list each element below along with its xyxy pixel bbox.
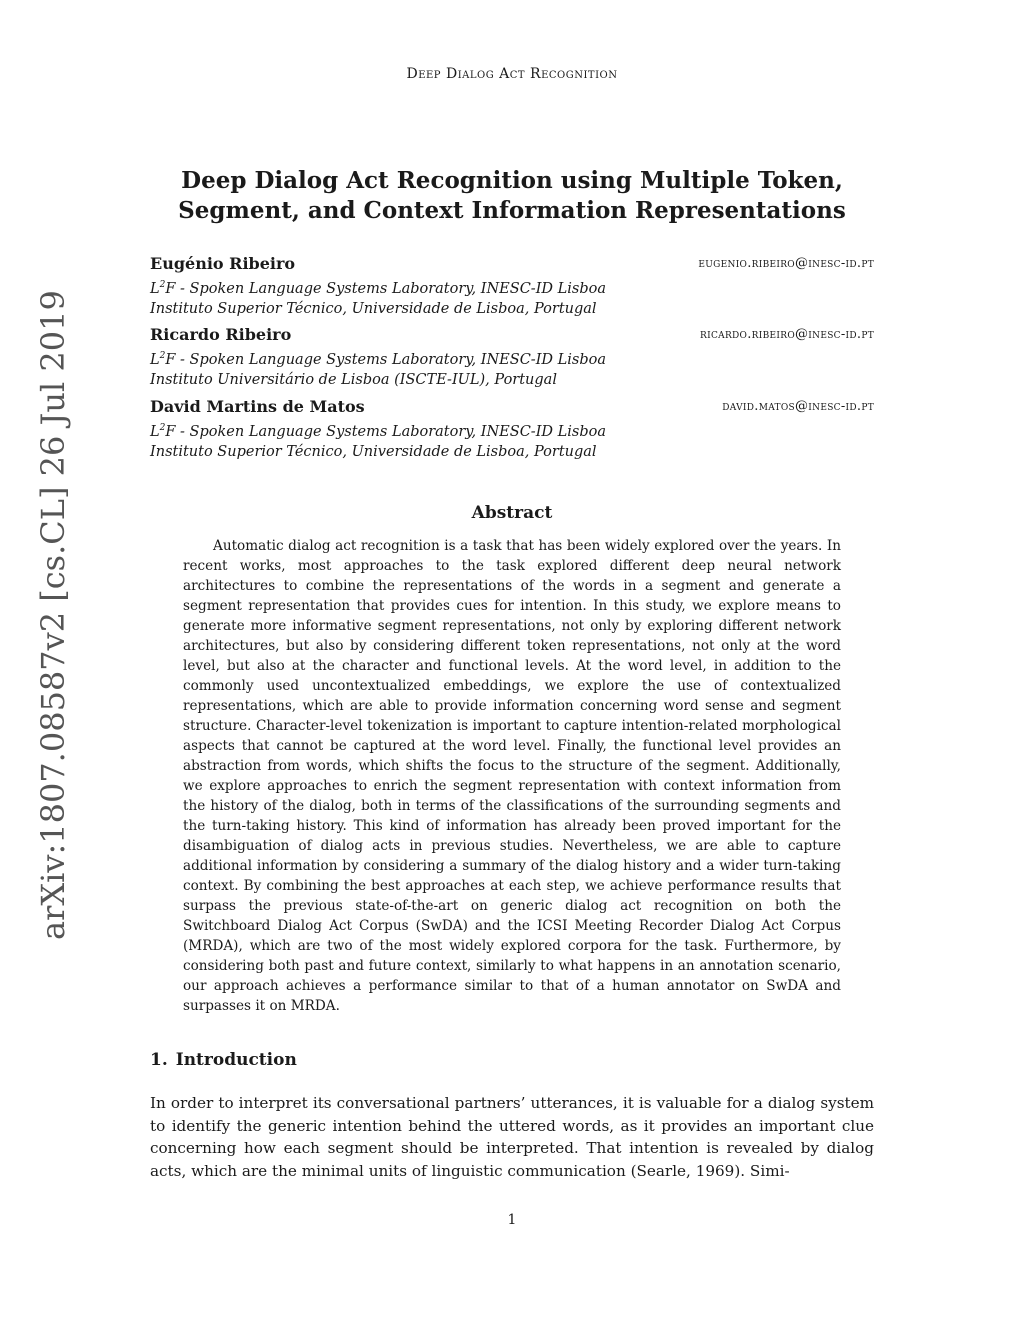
introduction-text: In order to interpret its conversational partners’ utterances, it is valuable for a dialog system to identify the generic intention behind the uttered words, as it provides an important clue concerning how each segment should be interpreted. That intention is revealed by dialog acts, which are the minimal units of linguistic communication (Searle, 1969). Simi- [150, 1094, 874, 1180]
page-number: 1 [507, 1212, 517, 1228]
author-email[interactable]: eugenio.ribeiro@inesc-id.pt [698, 256, 874, 271]
section-heading [150, 1050, 297, 1070]
author-name: Eugénio Ribeiro [150, 254, 296, 273]
arxiv-stamp[interactable]: arXiv:1807.08587v2 [cs.CL] 26 Jul 2019 [34, 290, 72, 940]
author-lab: $L^2F$ - Spoken Language Systems Laboratory, INESC-ID Lisboa [150, 280, 607, 297]
author-block [150, 325, 874, 390]
author-institution: Instituto Superior Técnico, Universidade de Lisboa, Portugal [150, 300, 597, 317]
abstract-heading: Abstract [471, 503, 553, 523]
section-number: 1. [150, 1050, 168, 1070]
section-title: Introduction [175, 1050, 297, 1070]
author-name: Ricardo Ribeiro [150, 325, 292, 344]
paper-title [0, 166, 1024, 226]
author-institution: Instituto Universitário de Lisboa (ISCTE-IUL), Portugal [150, 371, 557, 388]
title-line-1: Deep Dialog Act Recognition using Multiple Token, [181, 167, 843, 194]
author-lab: $L^2F$ - Spoken Language Systems Laboratory, INESC-ID Lisboa [150, 423, 607, 440]
author-block [150, 254, 874, 319]
abstract-text: Automatic dialog act recognition is a task that has been widely explored over the years. In recent works, most approaches to the task explored different deep neural network architectures to combine the representations of the words in a segment and generate a segment representation that provides cues for intention. In this study, we explore means to generate more informative segment representations, not only by exploring different network architectures, but also by considering different token representations, not only at the word level, but also at the character and functional levels. At the word level, in addition to the commonly used uncontextualized embeddings, we explore the use of contextualized representations, which are able to provide information concerning word sense and segment structure. Character-level tokenization is important to capture intention-related morphological aspects that cannot be captured at the word level. Finally, the functional level provides an abstraction from words, which shifts the focus to the structure of the segment. Additionally, we explore approaches to enrich the segment representation with context information from the history of the dialog, both in terms of the classifications of the surrounding segments and the turn-taking history. This kind of information has already been proved important for the disambiguation of dialog acts in previous studies. Nevertheless, we are able to capture additional information by considering a summary of the dialog history and a wider turn-taking context. By combining the best approaches at each step, we achieve performance results that surpass the previous state-of-the-art on generic dialog act recognition on both the Switchboard Dialog Act Corpus (SwDA) and the ICSI Meeting Recorder Dialog Act Corpus (MRDA), which are two of the most widely explored corpora for the task. Furthermore, by considering both past and future context, similarly to what happens in an annotation scenario, our approach achieves a performance similar to that of a human annotator on SwDA and surpasses it on MRDA. [183, 538, 841, 1014]
author-block [150, 397, 874, 462]
author-institution: Instituto Superior Técnico, Universidade de Lisboa, Portugal [150, 443, 597, 460]
title-line-2: Segment, and Context Information Representations [178, 197, 846, 224]
author-name: David Martins de Matos [150, 397, 365, 416]
author-lab: $L^2F$ - Spoken Language Systems Laboratory, INESC-ID Lisboa [150, 351, 607, 368]
author-email[interactable]: ricardo.ribeiro@inesc-id.pt [700, 327, 874, 342]
author-email[interactable]: david.matos@inesc-id.pt [722, 399, 874, 414]
running-head: Deep Dialog Act Recognition [406, 66, 618, 82]
